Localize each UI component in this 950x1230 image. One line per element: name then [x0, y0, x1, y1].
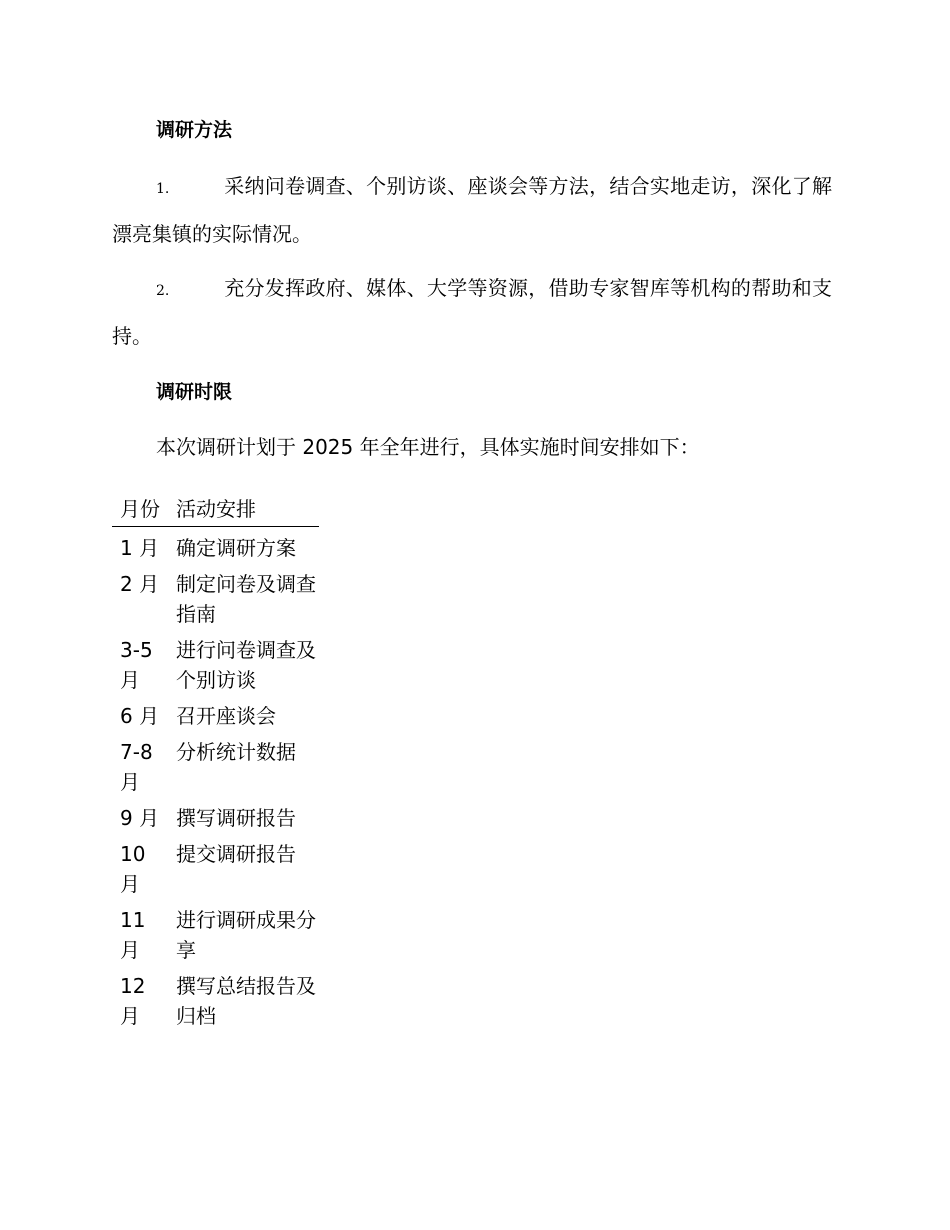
table-row: [112, 563, 319, 629]
column-header-month: 月份: [112, 494, 168, 527]
schedule-table: [112, 494, 319, 1031]
cell-activity: 撰写调研报告: [176, 806, 296, 830]
list-item-text: 充分发挥政府、媒体、大学等资源，借助专家智库等机构的帮助和支持。: [112, 276, 832, 348]
table-row: [112, 797, 319, 833]
list-item-method-1: [112, 164, 832, 257]
cell-activity: 确定调研方案: [176, 536, 296, 560]
table-row: [112, 527, 319, 564]
cell-month: 9 月: [120, 806, 160, 830]
table-row: [112, 695, 319, 731]
table-row: [112, 899, 319, 965]
table-row: [112, 833, 319, 899]
cell-activity: 分析统计数据: [176, 740, 296, 764]
cell-month: 6 月: [120, 704, 160, 728]
cell-month: 7-8 月: [120, 740, 153, 794]
timeline-intro: [112, 425, 832, 470]
cell-month: 10 月: [120, 842, 146, 896]
cell-activity: 进行问卷调查及个别访谈: [176, 638, 316, 692]
table-header-row: [112, 494, 319, 527]
section-heading-timeline: 调研时限: [156, 381, 233, 403]
list-item-method-2: [112, 266, 832, 359]
cell-activity: 制定问卷及调查指南: [176, 572, 316, 626]
timeline-intro-text: 本次调研计划于 2025 年全年进行，具体实施时间安排如下：: [156, 435, 700, 459]
table-row: [112, 965, 319, 1031]
list-number: 1.: [156, 181, 170, 197]
cell-activity: 进行调研成果分享: [176, 908, 316, 962]
list-item-text: 采纳问卷调查、个别访谈、座谈会等方法，结合实地走访，深化了解漂亮集镇的实际情况。: [112, 174, 832, 246]
table-row: [112, 629, 319, 695]
cell-month: 12 月: [120, 974, 146, 1028]
cell-activity: 撰写总结报告及归档: [176, 974, 316, 1028]
column-header-activity: 活动安排: [168, 494, 319, 527]
cell-activity: 召开座谈会: [176, 704, 276, 728]
schedule-body: [112, 527, 319, 1032]
table-row: [112, 731, 319, 797]
cell-month: 2 月: [120, 572, 160, 596]
section-heading-methods: 调研方法: [156, 119, 233, 141]
cell-month: 1 月: [120, 536, 160, 560]
list-number: 2.: [156, 283, 170, 299]
cell-month: 11 月: [120, 908, 146, 962]
cell-month: 3-5 月: [120, 638, 153, 692]
cell-activity: 提交调研报告: [176, 842, 296, 866]
